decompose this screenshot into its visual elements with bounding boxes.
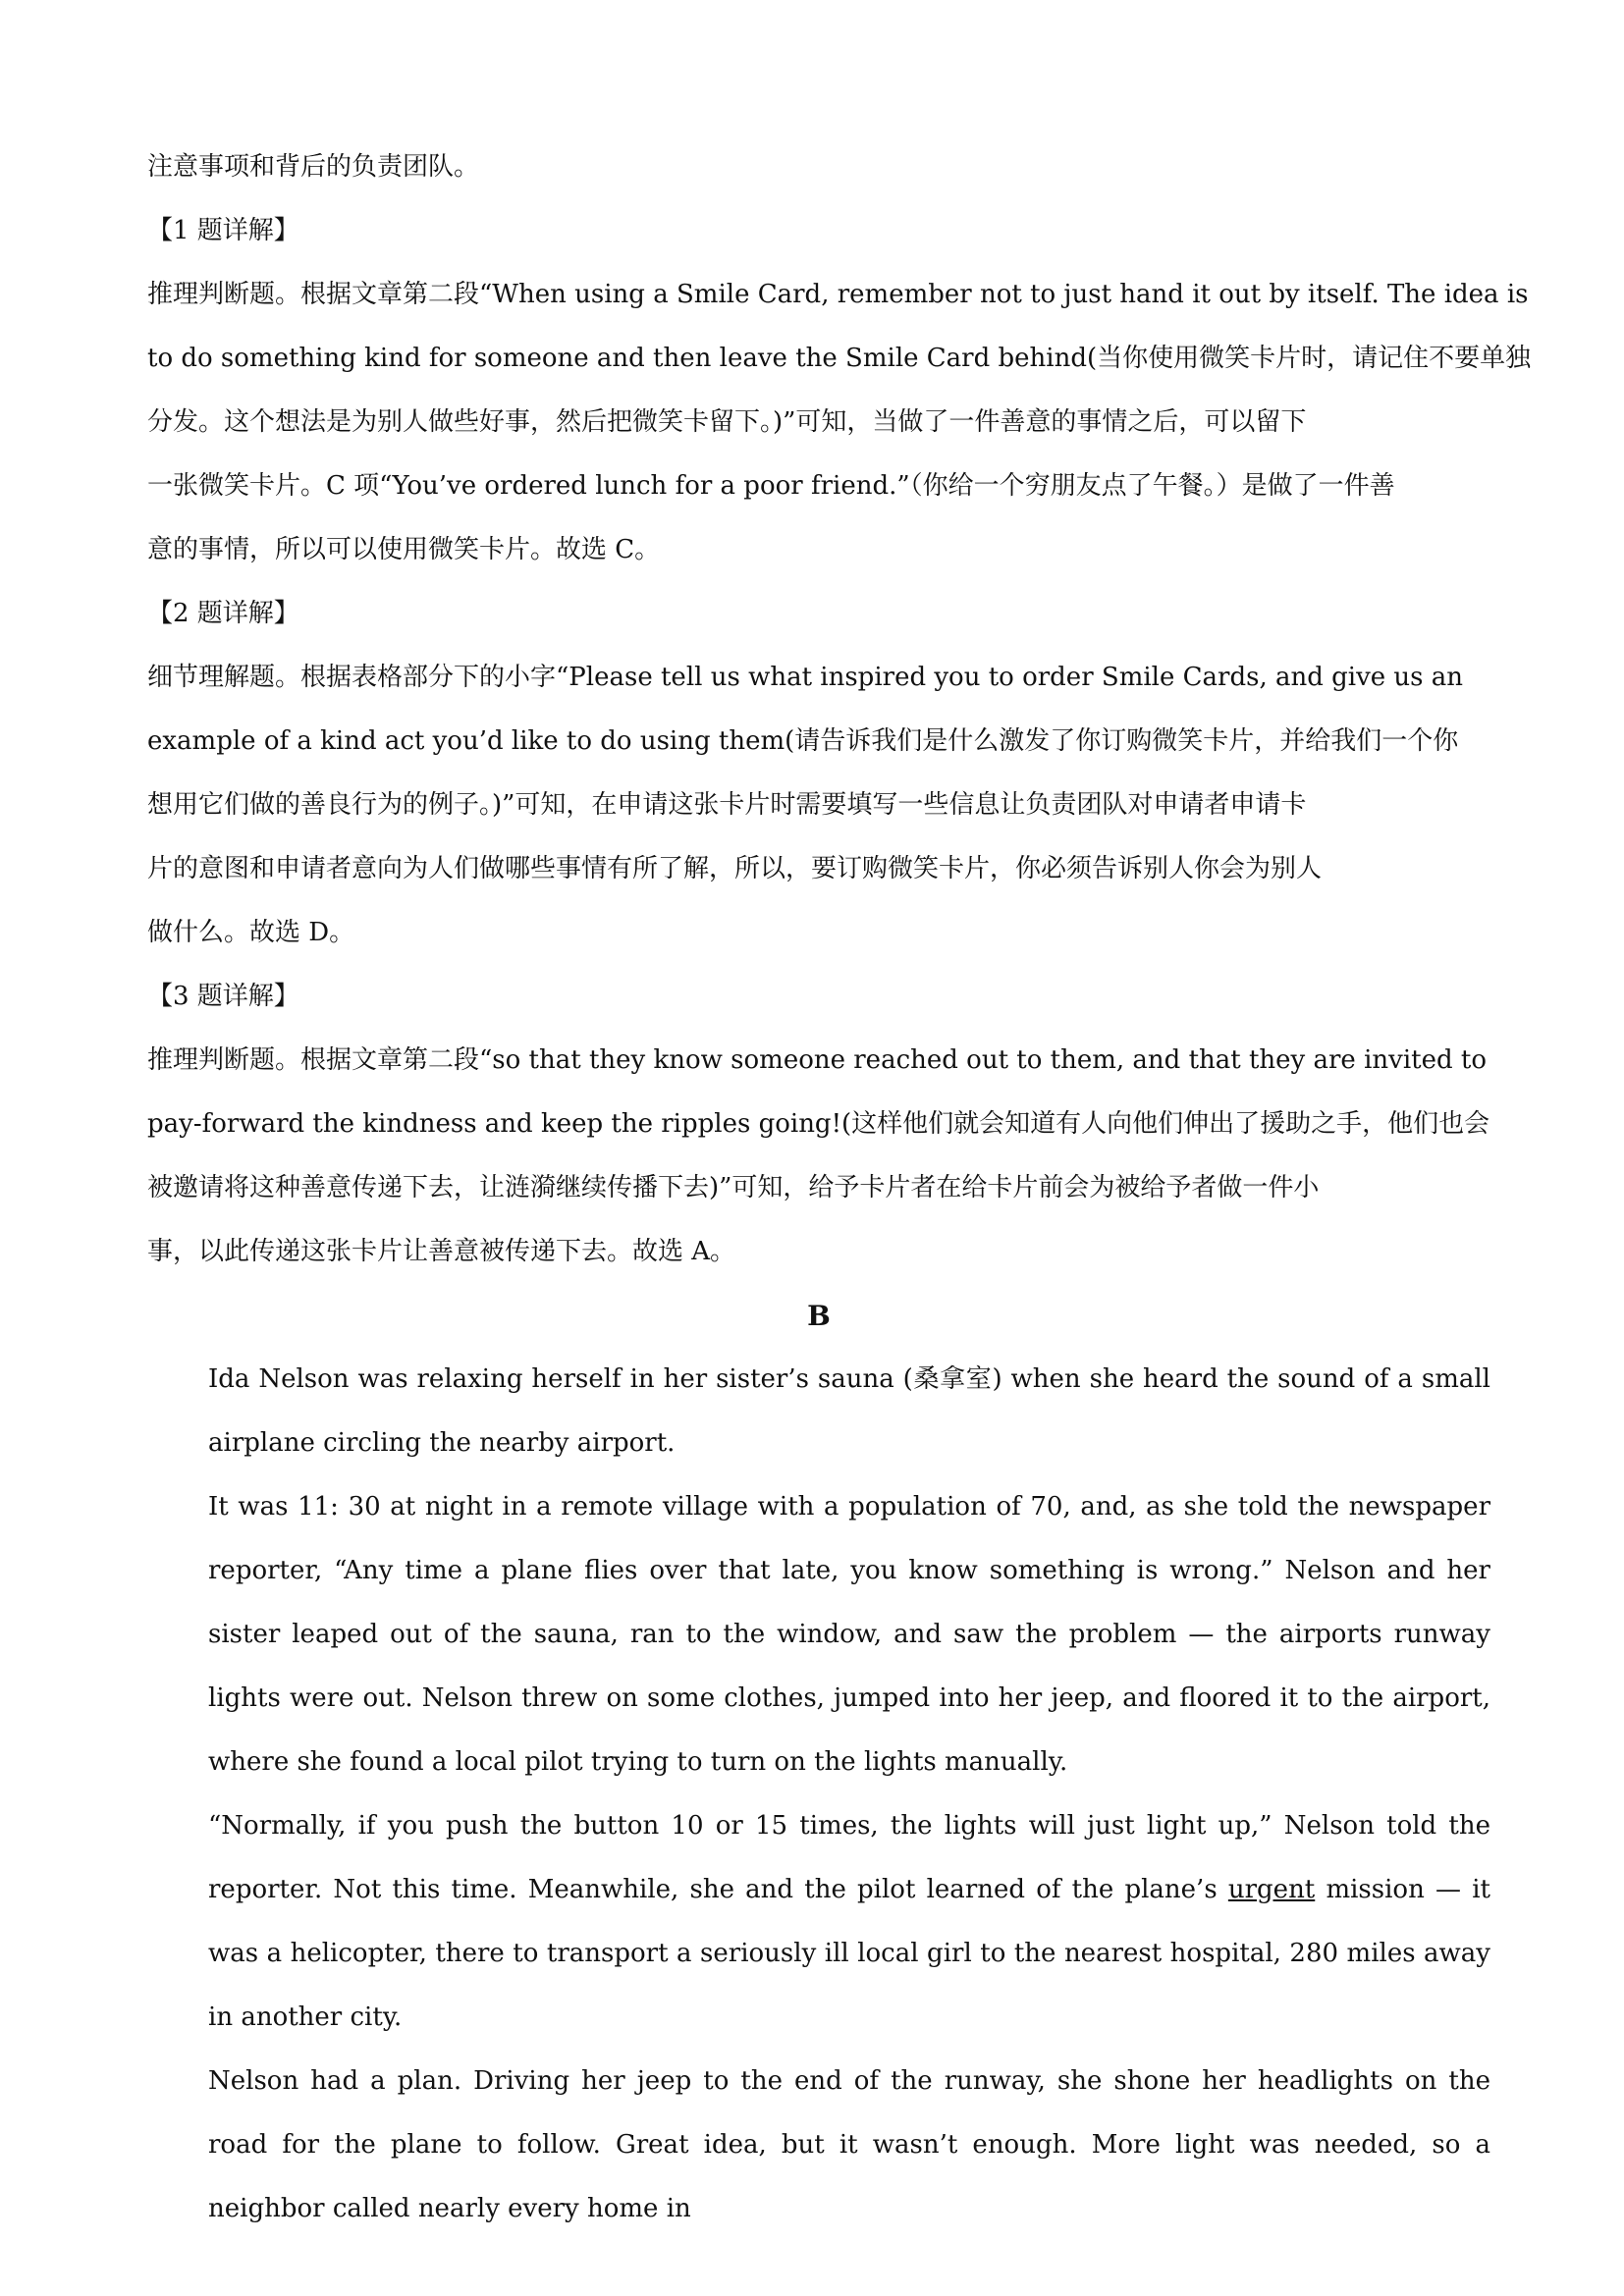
section-b-paragraph-4: Nelson had a plan. Driving her jeep to the end of the runway, she shone her headlights on the road for the plane to follow. Great idea, but it wasn’t enough. More light was needed, so a neighbor called nearly every home in [208, 2066, 1490, 2223]
q2-line-4: 片的意图和申请者意向为人们做哪些事情有所了解，所以，要订购微笑卡片，你必须告诉别人你会为别人 [147, 854, 1323, 883]
p3-text-before: “Normally, if you push the button 10 or 15 times, the lights will just light up,” Nelson told the reporter. Not this time. Meanwhile, she and the pilot learned of the plane’s [208, 1811, 1490, 1904]
q2-line-2: example of a kind act you’d like to do using them(请告诉我们是什么激发了你订购微笑卡片，并给我们一个你 [147, 726, 1459, 756]
q2-line-1: 细节理解题。根据表格部分下的小字“Please tell us what inspired you to order Smile Cards, and give us an [147, 663, 1464, 692]
q1-line-1: 推理判断题。根据文章第二段“When using a Smile Card, remember not to just hand it out by itself. The idea is [147, 280, 1529, 309]
p3-text-after: mission — it was a helicopter, there to transport a seriously ill local girl to the nearest hospital, 280 miles away in another city. [208, 1875, 1490, 2032]
section-b-paragraph-3 [147, 1794, 1490, 2050]
q1-line-3: 分发。这个想法是为别人做些好事，然后把微笑卡留下。)”可知，当做了一件善意的事情之后，可以留下 [147, 407, 1307, 437]
q1-line-5: 意的事情，所以可以使用微笑卡片。故选 C。 [147, 535, 661, 564]
q3-line-2: pay-forward the kindness and keep the ripples going!(这样他们就会知道有人向他们伸出了援助之手，他们也会 [147, 1109, 1490, 1139]
q2-line-5: 做什么。故选 D。 [147, 918, 355, 947]
q3-line-1: 推理判断题。根据文章第二段“so that they know someone reached out to them, and that they are invited to [147, 1045, 1487, 1075]
q2-heading: 【2 题详解】 [147, 599, 299, 628]
q1-line-4: 一张微笑卡片。C 项“You’ve ordered lunch for a poor friend.”（你给一个穷朋友点了午餐。）是做了一件善 [147, 471, 1395, 501]
q3-line-4: 事，以此传递这张卡片让善意被传递下去。故选 A。 [147, 1237, 736, 1266]
section-b-paragraph-1: Ida Nelson was relaxing herself in her sister’s sauna (桑拿室) when she heard the sound of a small airplane circling the nearby airport. [208, 1364, 1490, 1458]
q1-heading: 【1 题详解】 [147, 216, 299, 245]
q3-heading: 【3 题详解】 [147, 982, 299, 1011]
section-b-title: B [807, 1300, 831, 1332]
urgent-underlined-word: urgent [1227, 1875, 1316, 1904]
q3-line-3: 被邀请将这种善意传递下去，让涟漪继续传播下去)”可知，给予卡片者在给卡片前会为被给予者做一件小 [147, 1173, 1320, 1202]
q2-line-3: 想用它们做的善良行为的例子。)”可知，在申请这张卡片时需要填写一些信息让负责团队对申请者申请卡 [147, 790, 1307, 820]
section-b-paragraph-2: It was 11: 30 at night in a remote village with a population of 70, and, as she told the newspaper reporter, “Any time a plane flies over that late, you know something is wrong.” Nelson and her sister leaped out of the sauna, ran to the window, and saw the problem — the airports runway lights were out. Nelson threw on some clothes, jumped into her jeep, and floored it to the airport, where she found a local pilot trying to turn on the lights manually. [208, 1492, 1490, 1777]
document-page [147, 135, 1532, 2241]
intro-tail-line: 注意事项和背后的负责团队。 [147, 152, 480, 182]
q1-line-2: to do something kind for someone and then leave the Smile Card behind(当你使用微笑卡片时，请记住不要单独 [147, 344, 1532, 373]
